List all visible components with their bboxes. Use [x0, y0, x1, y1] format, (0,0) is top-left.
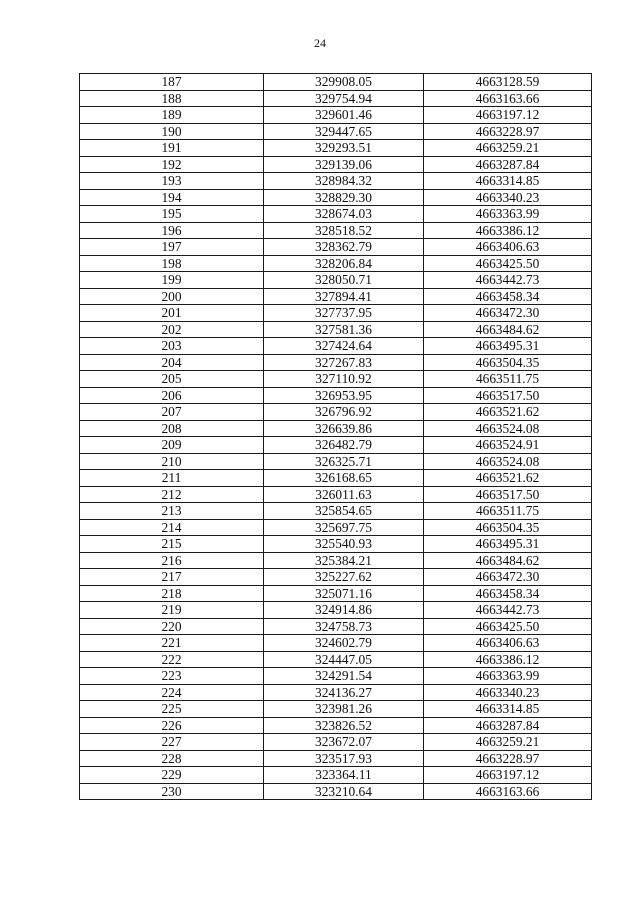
- table-row: [80, 651, 592, 668]
- y-coordinate-cell: 4663521.62: [424, 470, 592, 487]
- x-coordinate-cell: 327424.64: [264, 338, 424, 355]
- x-coordinate-cell: 323210.64: [264, 783, 424, 800]
- point-number-cell: 196: [80, 222, 264, 239]
- table-row: [80, 519, 592, 536]
- point-number-cell: 207: [80, 404, 264, 421]
- x-coordinate-cell: 324758.73: [264, 618, 424, 635]
- point-number-cell: 225: [80, 701, 264, 718]
- x-coordinate-cell: 328050.71: [264, 272, 424, 289]
- table-row: [80, 189, 592, 206]
- y-coordinate-cell: 4663425.50: [424, 618, 592, 635]
- y-coordinate-cell: 4663197.12: [424, 107, 592, 124]
- x-coordinate-cell: 329601.46: [264, 107, 424, 124]
- table-row: [80, 404, 592, 421]
- point-number-cell: 211: [80, 470, 264, 487]
- table-row: [80, 206, 592, 223]
- table-row: [80, 387, 592, 404]
- point-number-cell: 192: [80, 156, 264, 173]
- y-coordinate-cell: 4663495.31: [424, 536, 592, 553]
- y-coordinate-cell: 4663287.84: [424, 156, 592, 173]
- y-coordinate-cell: 4663406.63: [424, 239, 592, 256]
- table-row: [80, 305, 592, 322]
- y-coordinate-cell: 4663484.62: [424, 552, 592, 569]
- x-coordinate-cell: 327737.95: [264, 305, 424, 322]
- coordinates-table-body: [80, 74, 592, 800]
- table-row: [80, 173, 592, 190]
- x-coordinate-cell: 324291.54: [264, 668, 424, 685]
- y-coordinate-cell: 4663386.12: [424, 651, 592, 668]
- x-coordinate-cell: 329293.51: [264, 140, 424, 157]
- y-coordinate-cell: 4663197.12: [424, 767, 592, 784]
- x-coordinate-cell: 326953.95: [264, 387, 424, 404]
- table-row: [80, 420, 592, 437]
- point-number-cell: 216: [80, 552, 264, 569]
- x-coordinate-cell: 323826.52: [264, 717, 424, 734]
- x-coordinate-cell: 328518.52: [264, 222, 424, 239]
- point-number-cell: 208: [80, 420, 264, 437]
- point-number-cell: 219: [80, 602, 264, 619]
- x-coordinate-cell: 327110.92: [264, 371, 424, 388]
- point-number-cell: 204: [80, 354, 264, 371]
- point-number-cell: 206: [80, 387, 264, 404]
- table-row: [80, 701, 592, 718]
- table-row: [80, 288, 592, 305]
- x-coordinate-cell: 325540.93: [264, 536, 424, 553]
- point-number-cell: 199: [80, 272, 264, 289]
- table-row: [80, 74, 592, 91]
- y-coordinate-cell: 4663442.73: [424, 602, 592, 619]
- point-number-cell: 187: [80, 74, 264, 91]
- point-number-cell: 226: [80, 717, 264, 734]
- y-coordinate-cell: 4663163.66: [424, 783, 592, 800]
- table-row: [80, 536, 592, 553]
- x-coordinate-cell: 324914.86: [264, 602, 424, 619]
- point-number-cell: 202: [80, 321, 264, 338]
- y-coordinate-cell: 4663504.35: [424, 519, 592, 536]
- point-number-cell: 220: [80, 618, 264, 635]
- y-coordinate-cell: 4663458.34: [424, 585, 592, 602]
- x-coordinate-cell: 324447.05: [264, 651, 424, 668]
- x-coordinate-cell: 325697.75: [264, 519, 424, 536]
- x-coordinate-cell: 326482.79: [264, 437, 424, 454]
- y-coordinate-cell: 4663495.31: [424, 338, 592, 355]
- table-row: [80, 437, 592, 454]
- x-coordinate-cell: 323981.26: [264, 701, 424, 718]
- point-number-cell: 197: [80, 239, 264, 256]
- point-number-cell: 214: [80, 519, 264, 536]
- table-row: [80, 668, 592, 685]
- point-number-cell: 213: [80, 503, 264, 520]
- point-number-cell: 203: [80, 338, 264, 355]
- table-row: [80, 503, 592, 520]
- point-number-cell: 193: [80, 173, 264, 190]
- x-coordinate-cell: 323364.11: [264, 767, 424, 784]
- x-coordinate-cell: 324136.27: [264, 684, 424, 701]
- x-coordinate-cell: 325854.65: [264, 503, 424, 520]
- point-number-cell: 215: [80, 536, 264, 553]
- table-row: [80, 750, 592, 767]
- y-coordinate-cell: 4663472.30: [424, 305, 592, 322]
- y-coordinate-cell: 4663458.34: [424, 288, 592, 305]
- y-coordinate-cell: 4663314.85: [424, 173, 592, 190]
- table-row: [80, 585, 592, 602]
- point-number-cell: 194: [80, 189, 264, 206]
- table-row: [80, 140, 592, 157]
- table-row: [80, 107, 592, 124]
- point-number-cell: 227: [80, 734, 264, 751]
- y-coordinate-cell: 4663228.97: [424, 750, 592, 767]
- table-row: [80, 783, 592, 800]
- point-number-cell: 201: [80, 305, 264, 322]
- point-number-cell: 229: [80, 767, 264, 784]
- table-row: [80, 552, 592, 569]
- x-coordinate-cell: 329754.94: [264, 90, 424, 107]
- table-row: [80, 123, 592, 140]
- x-coordinate-cell: 327581.36: [264, 321, 424, 338]
- point-number-cell: 188: [80, 90, 264, 107]
- point-number-cell: 210: [80, 453, 264, 470]
- y-coordinate-cell: 4663425.50: [424, 255, 592, 272]
- table-row: [80, 602, 592, 619]
- x-coordinate-cell: 326796.92: [264, 404, 424, 421]
- x-coordinate-cell: 326325.71: [264, 453, 424, 470]
- y-coordinate-cell: 4663511.75: [424, 371, 592, 388]
- y-coordinate-cell: 4663521.62: [424, 404, 592, 421]
- table-row: [80, 569, 592, 586]
- point-number-cell: 230: [80, 783, 264, 800]
- point-number-cell: 218: [80, 585, 264, 602]
- x-coordinate-cell: 323672.07: [264, 734, 424, 751]
- table-row: [80, 618, 592, 635]
- y-coordinate-cell: 4663287.84: [424, 717, 592, 734]
- table-row: [80, 239, 592, 256]
- x-coordinate-cell: 323517.93: [264, 750, 424, 767]
- y-coordinate-cell: 4663259.21: [424, 734, 592, 751]
- x-coordinate-cell: 329447.65: [264, 123, 424, 140]
- y-coordinate-cell: 4663504.35: [424, 354, 592, 371]
- point-number-cell: 195: [80, 206, 264, 223]
- table-row: [80, 453, 592, 470]
- y-coordinate-cell: 4663484.62: [424, 321, 592, 338]
- table-row: [80, 717, 592, 734]
- table-row: [80, 767, 592, 784]
- table-row: [80, 684, 592, 701]
- point-number-cell: 222: [80, 651, 264, 668]
- y-coordinate-cell: 4663517.50: [424, 387, 592, 404]
- table-row: [80, 272, 592, 289]
- y-coordinate-cell: 4663524.08: [424, 453, 592, 470]
- table-row: [80, 156, 592, 173]
- point-number-cell: 217: [80, 569, 264, 586]
- table-row: [80, 486, 592, 503]
- table-row: [80, 222, 592, 239]
- y-coordinate-cell: 4663472.30: [424, 569, 592, 586]
- point-number-cell: 198: [80, 255, 264, 272]
- x-coordinate-cell: 324602.79: [264, 635, 424, 652]
- y-coordinate-cell: 4663259.21: [424, 140, 592, 157]
- point-number-cell: 224: [80, 684, 264, 701]
- x-coordinate-cell: 328674.03: [264, 206, 424, 223]
- table-row: [80, 338, 592, 355]
- y-coordinate-cell: 4663363.99: [424, 206, 592, 223]
- y-coordinate-cell: 4663442.73: [424, 272, 592, 289]
- y-coordinate-cell: 4663517.50: [424, 486, 592, 503]
- x-coordinate-cell: 326639.86: [264, 420, 424, 437]
- y-coordinate-cell: 4663340.23: [424, 684, 592, 701]
- x-coordinate-cell: 329908.05: [264, 74, 424, 91]
- point-number-cell: 205: [80, 371, 264, 388]
- y-coordinate-cell: 4663524.91: [424, 437, 592, 454]
- x-coordinate-cell: 328362.79: [264, 239, 424, 256]
- x-coordinate-cell: 326011.63: [264, 486, 424, 503]
- page-number: 24: [314, 36, 326, 50]
- x-coordinate-cell: 325384.21: [264, 552, 424, 569]
- x-coordinate-cell: 325227.62: [264, 569, 424, 586]
- y-coordinate-cell: 4663163.66: [424, 90, 592, 107]
- x-coordinate-cell: 327267.83: [264, 354, 424, 371]
- table-row: [80, 321, 592, 338]
- y-coordinate-cell: 4663406.63: [424, 635, 592, 652]
- table-row: [80, 635, 592, 652]
- point-number-cell: 191: [80, 140, 264, 157]
- y-coordinate-cell: 4663128.59: [424, 74, 592, 91]
- x-coordinate-cell: 326168.65: [264, 470, 424, 487]
- x-coordinate-cell: 328206.84: [264, 255, 424, 272]
- point-number-cell: 190: [80, 123, 264, 140]
- point-number-cell: 200: [80, 288, 264, 305]
- coordinates-table: [79, 73, 592, 800]
- table-row: [80, 354, 592, 371]
- point-number-cell: 212: [80, 486, 264, 503]
- y-coordinate-cell: 4663340.23: [424, 189, 592, 206]
- x-coordinate-cell: 329139.06: [264, 156, 424, 173]
- table-row: [80, 255, 592, 272]
- x-coordinate-cell: 327894.41: [264, 288, 424, 305]
- y-coordinate-cell: 4663524.08: [424, 420, 592, 437]
- y-coordinate-cell: 4663228.97: [424, 123, 592, 140]
- point-number-cell: 209: [80, 437, 264, 454]
- point-number-cell: 223: [80, 668, 264, 685]
- point-number-cell: 228: [80, 750, 264, 767]
- x-coordinate-cell: 328984.32: [264, 173, 424, 190]
- x-coordinate-cell: 325071.16: [264, 585, 424, 602]
- y-coordinate-cell: 4663314.85: [424, 701, 592, 718]
- y-coordinate-cell: 4663386.12: [424, 222, 592, 239]
- point-number-cell: 221: [80, 635, 264, 652]
- table-row: [80, 470, 592, 487]
- table-row: [80, 734, 592, 751]
- table-row: [80, 371, 592, 388]
- point-number-cell: 189: [80, 107, 264, 124]
- x-coordinate-cell: 328829.30: [264, 189, 424, 206]
- table-row: [80, 90, 592, 107]
- y-coordinate-cell: 4663363.99: [424, 668, 592, 685]
- y-coordinate-cell: 4663511.75: [424, 503, 592, 520]
